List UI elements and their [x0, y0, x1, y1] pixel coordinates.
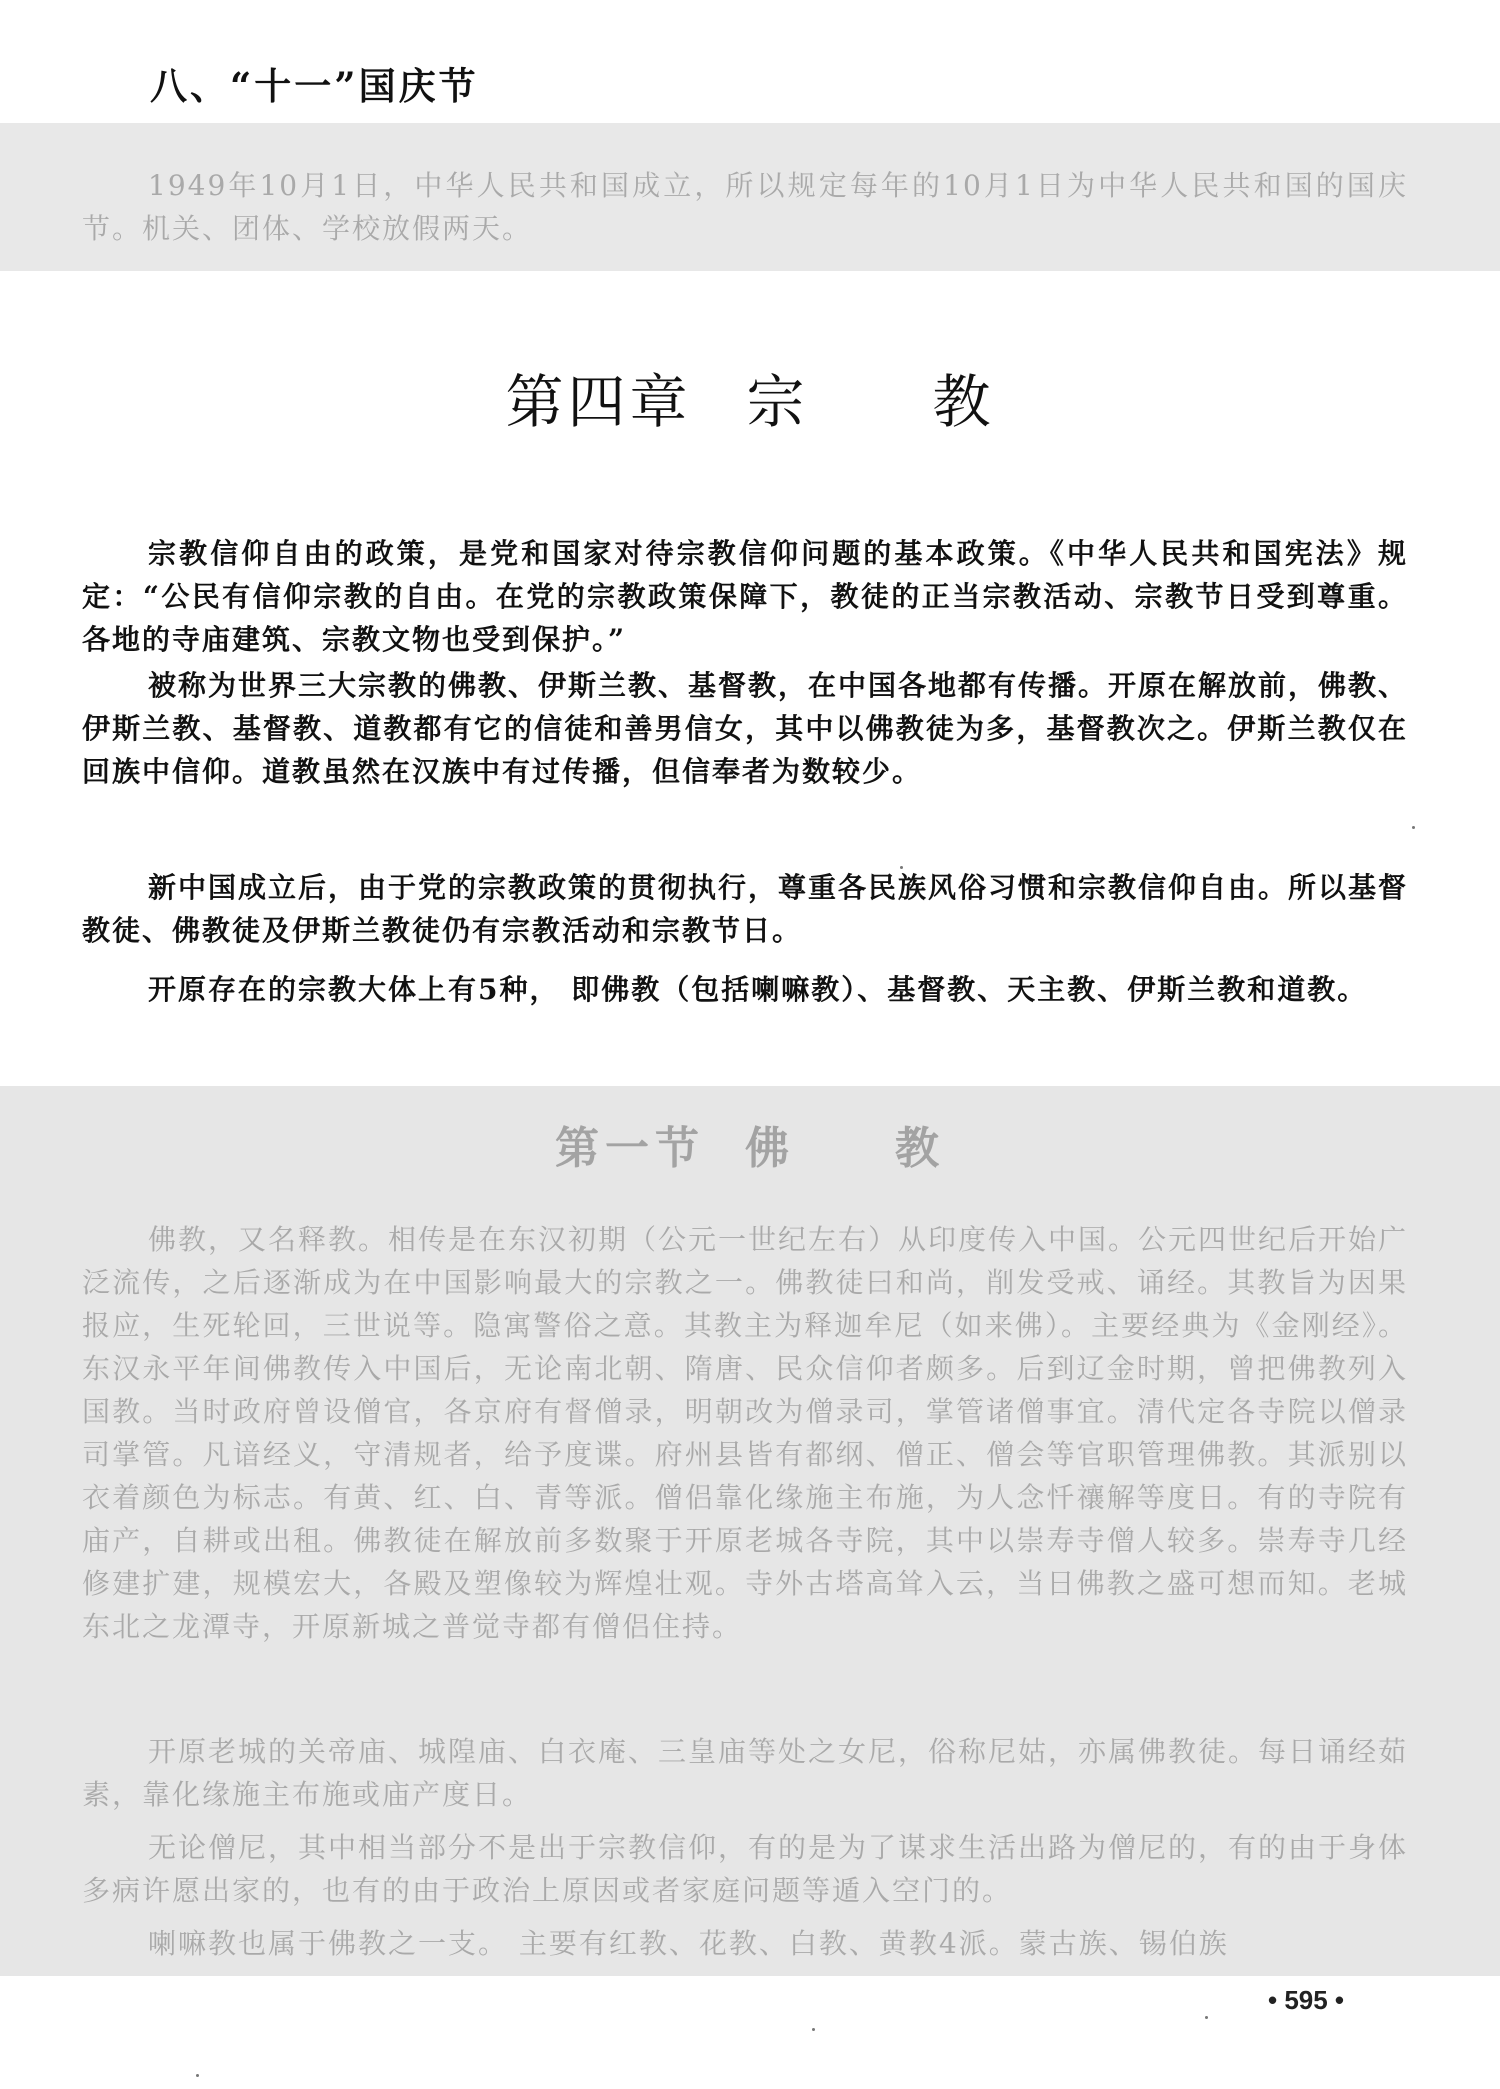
section-heading-national-day: 八、“十一”国庆节: [150, 64, 479, 108]
page-number: • 595 •: [1268, 1985, 1345, 2015]
chapter-number: 第四章: [505, 368, 692, 436]
chapter-paragraph-4: 开原存在的宗教大体上有5种， 即佛教（包括喇嘛教）、基督教、天主教、伊斯兰教和道教。: [148, 973, 1368, 1006]
scan-speck: [900, 866, 903, 869]
section-name: 佛 教: [745, 1123, 945, 1174]
scan-speck: [196, 2074, 199, 2077]
section-paragraph-3: 无论僧尼，其中相当部分不是出于宗教信仰，有的是为了谋求生活出路为僧尼的，有的由于身体多病许愿出家的，也有的由于政治上原因或者家庭问题等遁入空门的。: [82, 1831, 1409, 1907]
section-number: 第一节: [555, 1123, 705, 1174]
chapter-paragraph-3: 新中国成立后，由于党的宗教政策的贯彻执行，尊重各民族风俗习惯和宗教信仰自由。所以基督教徒、佛教徒及伊斯兰教徒仍有宗教活动和宗教节日。: [82, 871, 1409, 947]
section-paragraph-2: 开原老城的关帝庙、城隍庙、白衣庵、三皇庙等处之女尼，俗称尼姑，亦属佛教徒。每日诵经茹素，靠化缘施主布施或庙产度日。: [82, 1735, 1409, 1811]
scan-speck: [812, 2028, 815, 2031]
section-title: [0, 1112, 1500, 1176]
chapter-title: [0, 355, 1500, 439]
national-day-paragraph: 1949年10月1日，中华人民共和国成立，所以规定每年的10月1日为中华人民共和国的国庆节。机关、团体、学校放假两天。: [82, 169, 1408, 245]
scan-speck: [1205, 2016, 1208, 2019]
chapter-paragraph-1: 宗教信仰自由的政策，是党和国家对待宗教信仰问题的基本政策。《中华人民共和国宪法》规定：“公民有信仰宗教的自由。在党的宗教政策保障下，教徒的正当宗教活动、宗教节日受到尊重。各地的寺庙建筑、宗教文物也受到保护。”: [82, 537, 1408, 656]
section-paragraph-4: 喇嘛教也属于佛教之一支。 主要有红教、花教、白教、黄教4派。蒙古族、锡伯族: [148, 1927, 1229, 1960]
section-paragraph-1: 佛教，又名释教。相传是在东汉初期（公元一世纪左右）从印度传入中国。公元四世纪后开始广泛流传，之后逐渐成为在中国影响最大的宗教之一。佛教徒曰和尚，削发受戒、诵经。其教旨为因果报应，生死轮回，三世说等。隐寓警俗之意。其教主为释迦牟尼（如来佛）。主要经典为《金刚经》。东汉永平年间佛教传入中国后，无论南北朝、隋唐、民众信仰者颇多。后到辽金时期，曾把佛教列入国教。当时政府曾设僧官，各京府有督僧录，明朝改为僧录司，掌管诸僧事宜。清代定各寺院以僧录司掌管。凡谙经义，守清规者，给予度谍。府州县皆有都纲、僧正、僧会等官职管理佛教。其派别以衣着颜色为标志。有黄、红、白、青等派。僧侣靠化缘施主布施，为人念忏禳解等度日。有的寺院有庙产，自耕或出租。佛教徒在解放前多数聚于开原老城各寺院，其中以崇寿寺僧人较多。崇寿寺几经修建扩建，规模宏大，各殿及塑像较为辉煌壮观。寺外古塔高耸入云，当日佛教之盛可想而知。老城东北之龙潭寺，开原新城之普觉寺都有僧侣住持。: [82, 1223, 1409, 1643]
chapter-paragraph-2: 被称为世界三大宗教的佛教、伊斯兰教、基督教，在中国各地都有传播。开原在解放前，佛教、伊斯兰教、基督教、道教都有它的信徒和善男信女，其中以佛教徒为多，基督教次之。伊斯兰教仅在回族中信仰。道教虽然在汉族中有过传播，但信奉者为数较少。: [82, 669, 1409, 788]
scan-speck: [1412, 826, 1415, 829]
chapter-name: 宗 教: [746, 368, 995, 436]
